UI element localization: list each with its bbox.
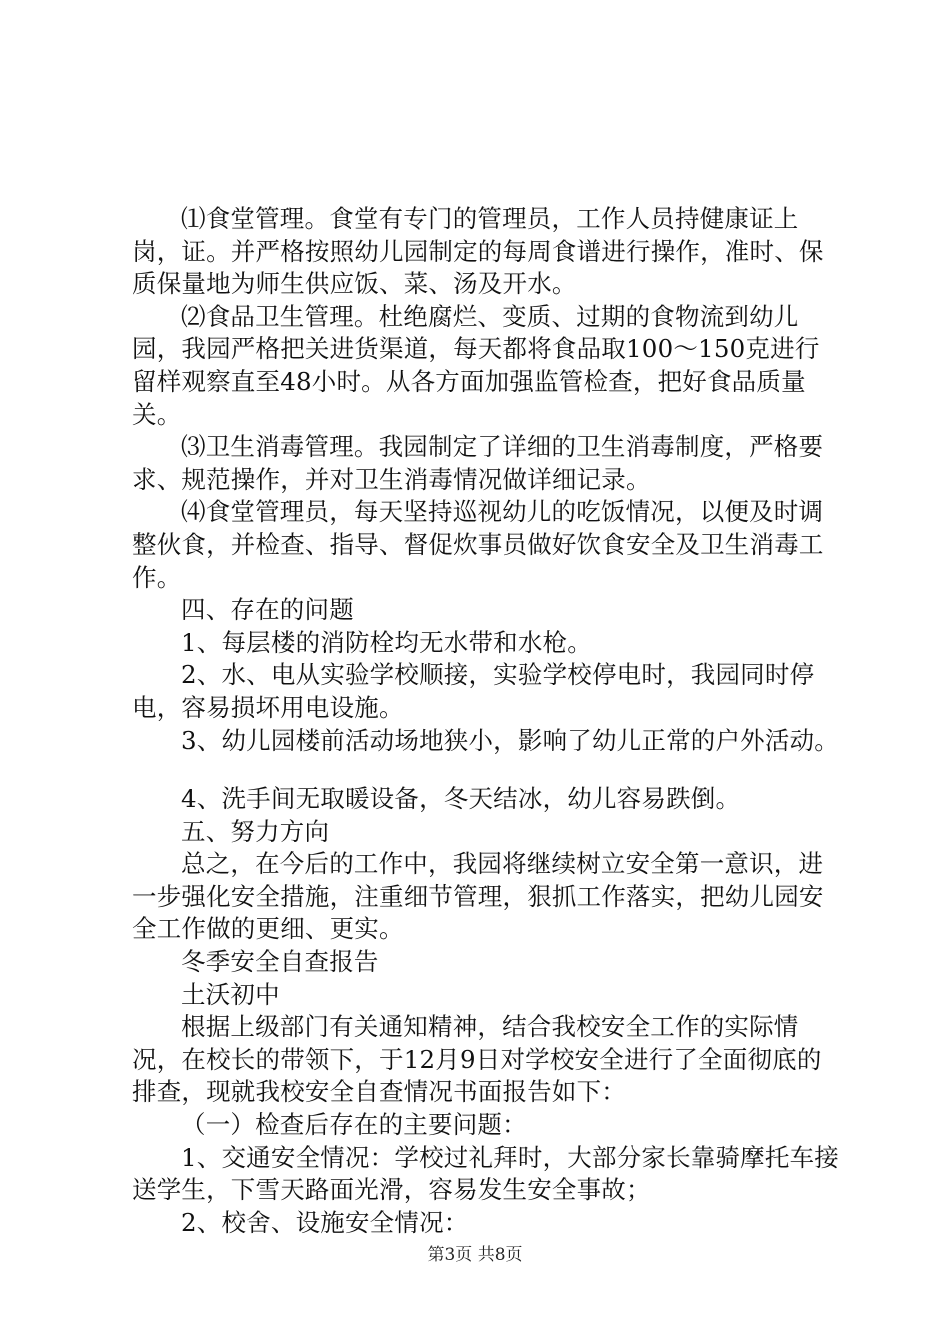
paragraph-food-hygiene: ⑵食品卫生管理。杜绝腐烂、变质、过期的食物流到幼儿园，我园严格把关进货渠道，每天都将食品取100～150克进行留样观察直至48小时。从各方面加强监管检查，把好食品质量关。 — [132, 301, 820, 429]
report-title: 冬季安全自查报告 — [181, 947, 379, 977]
list-item-problem-2: 2、水、电从实验学校顺接，实验学校停电时，我园同时停电，容易损坏用电设施。 — [132, 660, 815, 722]
heading-main-problems: （一）检查后存在的主要问题： — [181, 1110, 527, 1140]
body-text — [132, 203, 842, 1239]
school-name: 土沃初中 — [181, 979, 280, 1009]
paragraph-canteen-management: ⑴食堂管理。食堂有专门的管理员，工作人员持健康证上岗，证。并严格按照幼儿园制定的每周食谱进行操作，准时、保质保量地为师生供应饭、菜、汤及开水。 — [132, 204, 824, 299]
heading-direction: 五、努力方向 — [181, 816, 330, 846]
list-item-building-safety: 2、校舍、设施安全情况： — [181, 1207, 469, 1237]
heading-existing-problems: 四、存在的问题 — [181, 595, 354, 625]
list-item-problem-4: 4、洗手间无取暖设备，冬天结冰，幼儿容易跌倒。 — [181, 784, 741, 814]
paragraph-canteen-supervisor: ⑷食堂管理员，每天坚持巡视幼儿的吃饭情况，以便及时调整伙食，并检查、指导、督促炊事员做好饮食安全及卫生消毒工作。 — [132, 497, 824, 592]
paragraph-conclusion: 总之，在今后的工作中，我园将继续树立安全第一意识，进一步强化安全措施，注重细节管理，狠抓工作落实，把幼儿园安全工作做的更细、更实。 — [132, 849, 824, 944]
list-item-traffic-safety: 1、交通安全情况：学校过礼拜时，大部分家长靠骑摩托车接送学生，下雪天路面光滑，容易发生安全事故； — [132, 1142, 839, 1205]
page-number-footer: 第3页 共8页 — [427, 1245, 523, 1265]
list-item-problem-3: 3、幼儿园楼前活动场地狭小，影响了幼儿正常的户外活动。 — [181, 725, 839, 755]
paragraph-disinfection: ⑶卫生消毒管理。我园制定了详细的卫生消毒制度，严格要求、规范操作，并对卫生消毒情况做详细记录。 — [132, 432, 824, 494]
list-item-problem-1: 1、每层楼的消防栓均无水带和水枪。 — [181, 627, 592, 657]
paragraph-report-intro: 根据上级部门有关通知精神，结合我校安全工作的实际情况，在校长的带领下，于12月9日对学校安全进行了全面彻底的排查，现就我校安全自查情况书面报告如下： — [132, 1012, 822, 1107]
